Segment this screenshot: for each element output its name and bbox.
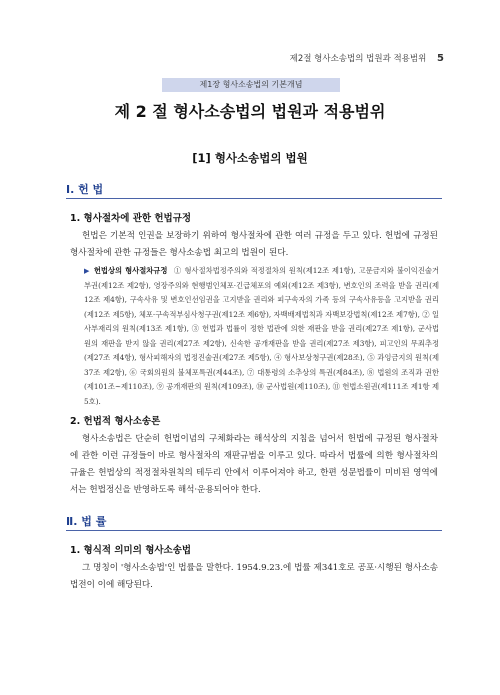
part1-sub1-heading: 1. 형사절차에 관한 헌법규정	[70, 213, 192, 224]
note-label: 헌법상의 형사절차규정	[93, 266, 168, 275]
triangle-bullet-icon: ▶	[84, 267, 90, 275]
part1-sub2-heading: 2. 헌법적 형사소송론	[70, 416, 161, 427]
part2-heading: Ⅱ. 법 률	[66, 515, 107, 528]
part2-para1: 그 명칭이 '형사소송법'인 법률을 말한다. 1954.9.23.에 법률 제341호로 공포·시행된 형사소송법전이 이에 해당된다.	[70, 563, 438, 590]
section-title: 제 2 절 형사소송법의 법원과 적용범위	[114, 102, 386, 121]
chapter-label: 제1장 형사소송법의 기본개념	[162, 78, 340, 92]
part2-sub1-heading: 1. 형식적 의미의 형사소송법	[70, 545, 192, 556]
subsection-title: [1] 형사소송법의 법원	[192, 151, 308, 165]
constitution-note	[84, 264, 439, 409]
running-header	[290, 52, 444, 64]
part1-heading: Ⅰ. 헌 법	[66, 183, 104, 196]
part2-heading-rule	[66, 530, 442, 531]
part1-para1: 헌법은 기본적 인권을 보장하기 위하여 형사절차에 관한 여러 규정을 두고 있다. 헌법에 규정된 형사절차에 관한 규정들은 형사소송법 최고의 법원이 된다.	[70, 231, 438, 258]
note-text: ① 형사절차법정주의와 적정절차의 원칙(제12조 제1항), 고문금지와 불이익진술거부권(제12조 제2항), 영장주의와 현행범인체포·긴급체포의 예외(제12조 제3항), 변호인의 조력을 받을 권리(제12조 제4항), 구속사유 및 변호인선임권을 고지받을 권리와 피구속자의 가족 등의 구속사유등을 고지받을 권리(제12조 제5항), 체포·구속적부심사청구권(제12조 제6항), 자백배제법칙과 자백보강법칙(제12조 제7항), ② 일사부재리의 원칙(제13조 제1항), ③ 헌법과 법률이 정한 법관에 의한 재판을 받을 권리(제27조 제1항), 군사법원의 재판을 받지 않을 권리(제27조 제2항), 신속한 공개재판을 받을 권리(제27조 제3항), 피고인의 무죄추정(제27조 제4항), 형사피해자의 법정진술권(제27조 제5항), ④ 형사보상청구권(제28조), ⑤ 과잉금지의 원칙(제37조 제2항), ⑥ 국회의원의 불체포특권(제44조), ⑦ 대통령의 소추상의 특권(제84조), ⑧ 법원의 조직과 권한(제101조~제110조), ⑨ 공개재판의 원칙(제109조), ⑩ 군사법원(제110조), ⑪ 헌법소원권(제111조 제1항 제5호).	[84, 266, 439, 406]
part1-para2: 형사소송법은 단순히 헌법이념의 구체화라는 해석상의 지침을 넘어서 헌법에 규정된 형사절차에 관한 이런 규정들이 바로 형사절차의 재판규범을 이루고 있다. 따라서 법률에 의한 형사절차의 규율은 헌법상의 적정절차원칙의 테두리 안에서 이루어져야 하고, 한편 성문법률이 미비된 영역에서는 헌법정신을 반영하도록 해석·운용되어야 한다.	[70, 434, 438, 495]
page-number: 5	[437, 53, 444, 64]
running-title: 제2절 형사소송법의 법원과 적용범위	[289, 54, 427, 64]
part1-heading-rule	[66, 198, 442, 199]
